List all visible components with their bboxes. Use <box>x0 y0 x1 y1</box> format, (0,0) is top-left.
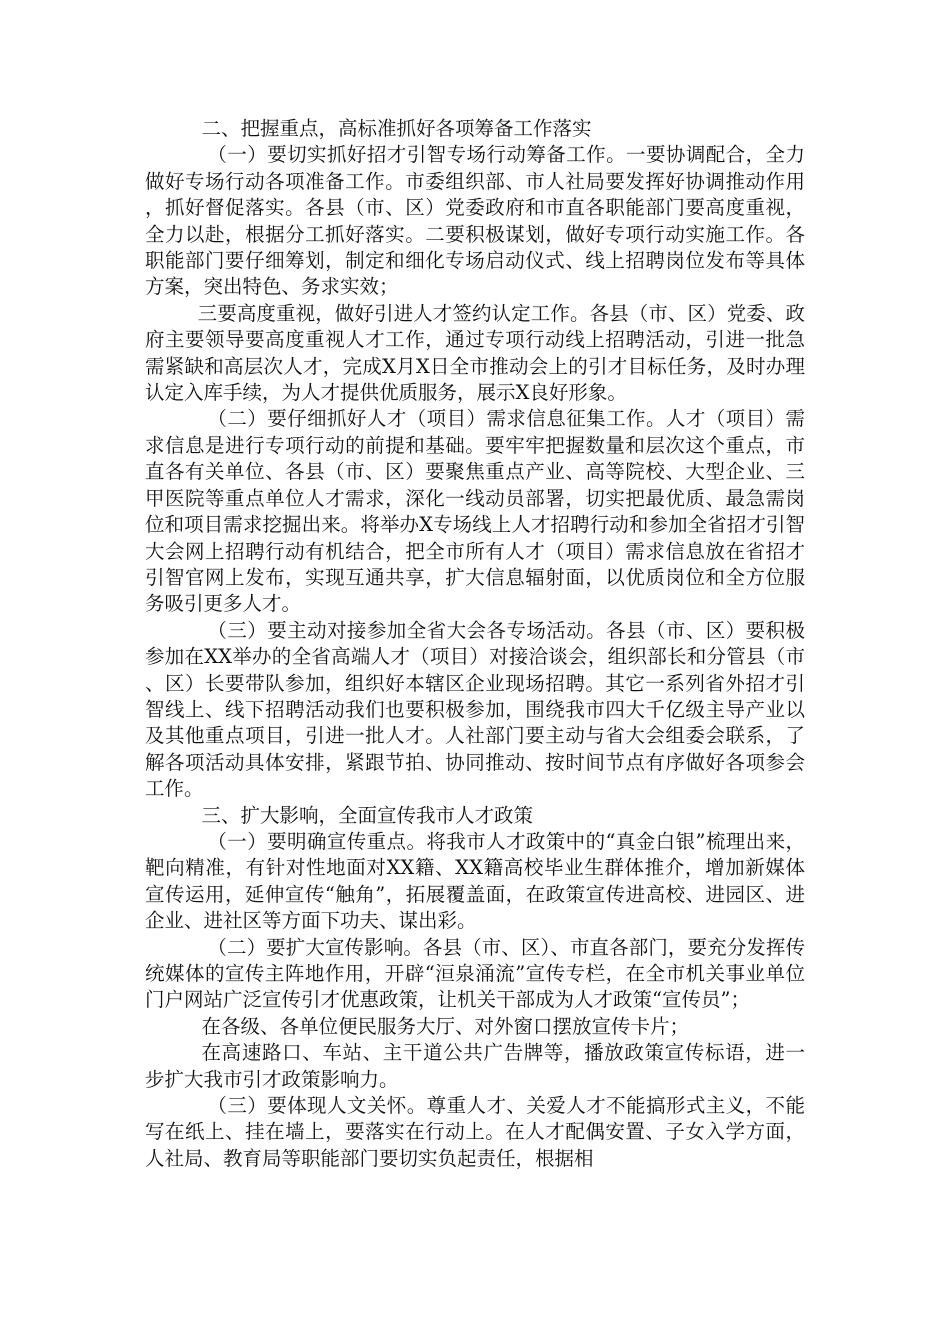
paragraph: （三）要主动对接参加全省大会各专场活动。各县（市、区）要积极参加在XX举办的全省高端人才（项目）对接洽谈会，组织部长和分管县（市、区）长要带队参加，组织好本辖区企业现场招聘。其它一系列省外招才引智线上、线下招聘活动我们也要积极参加，围绕我市四大千亿级主导产业以及其他重点项目，引进一批人才。人社部门要主动与省大会组委会联系，了解各项活动具体安排，紧跟节拍、协同推动、按时间节点有序做好各项参会工作。 <box>145 618 805 801</box>
paragraph: （三）要体现人文关怀。尊重人才、关爱人才不能搞形式主义，不能写在纸上、挂在墙上，要落实在行动上。在人才配偶安置、子女入学方面，人社局、教育局等职能部门要切实负起责任，根据相 <box>145 1094 805 1170</box>
section-heading-three: 三、扩大影响，全面宣传我市人才政策 <box>201 803 534 827</box>
paragraph: 在各级、各单位便民服务大厅、对外窗口摆放宣传卡片； <box>201 1014 690 1038</box>
paragraph: （一）要明确宣传重点。将我市人才政策中的“真金白银”梳理出来，靶向精准，有针对性地面对XX籍、XX籍高校毕业生群体推介，增加新媒体宣传运用，延伸宣传“触角”，拓展覆盖面，在政策宣传进高校、进园区、进企业、进社区等方面下功夫、谋出彩。 <box>145 829 805 933</box>
paragraph: （二）要仔细抓好人才（项目）需求信息征集工作。人才（项目）需求信息是进行专项行动的前提和基础。要牢牢把握数量和层次这个重点，市直各有关单位、各县（市、区）要聚焦重点产业、高等院校、大型企业、三甲医院等重点单位人才需求，深化一线动员部署，切实把最优质、最急需岗位和项目需求挖掘出来。将举办X专场线上人才招聘行动和参加全省招才引智大会网上招聘行动有机结合，把全市所有人才（项目）需求信息放在省招才引智官网上发布，实现互通共享，扩大信息辐射面，以优质岗位和全方位服务吸引更多人才。 <box>145 407 805 616</box>
paragraph: 三要高度重视，做好引进人才签约认定工作。各县（市、区）党委、政府主要领导要高度重视人才工作，通过专项行动线上招聘活动，引进一批急需紧缺和高层次人才，完成X月X日全市推动会上的引才目标任务，及时办理认定入库手续，为人才提供优质服务，展示X良好形象。 <box>145 301 805 405</box>
document-body <box>145 116 805 1172</box>
paragraph: （一）要切实抓好招才引智专场行动筹备工作。一要协调配合，全力做好专场行动各项准备工作。市委组织部、市人社局要发挥好协调推动作用，抓好督促落实。各县（市、区）党委政府和市直各职能部门要高度重视，全力以赴，根据分工抓好落实。二要积极谋划，做好专项行动实施工作。各职能部门要仔细筹划，制定和细化专场启动仪式、线上招聘岗位发布等具体方案，突出特色、务求实效； <box>145 143 805 299</box>
section-heading-two: 二、把握重点，高标准抓好各项筹备工作落实 <box>201 117 592 140</box>
paragraph: （二）要扩大宣传影响。各县（市、区）、市直各部门，要充分发挥传统媒体的宣传主阵地作用，开辟“洹泉涌流”宣传专栏，在全市机关事业单位门户网站广泛宣传引才优惠政策，让机关干部成为人才政策“宣传员”； <box>145 935 805 1012</box>
paragraph: 在高速路口、车站、主干道公共广告牌等，播放政策宣传标语，进一步扩大我市引才政策影响力。 <box>145 1041 805 1091</box>
